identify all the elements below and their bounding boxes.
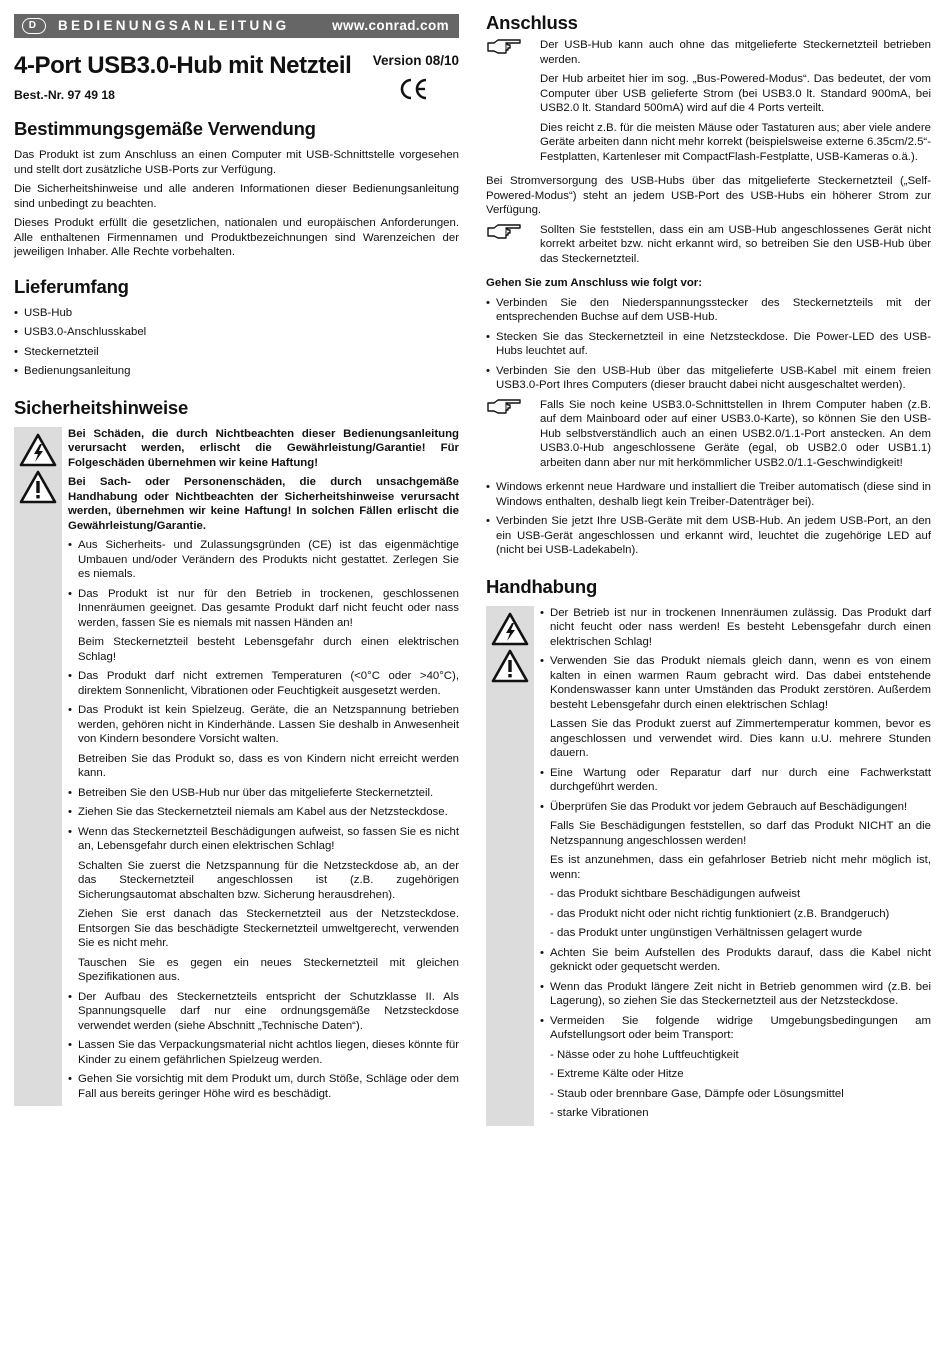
list-item: - Nässe oder zu hohe Luftfeuchtigkeit: [550, 1048, 739, 1061]
paragraph: Dieses Produkt erfüllt die gesetzlichen, nationalen und europäischen Anforderungen. Alle enthaltenen Firmennamen und Produktbezeichnungen sind Warenzeichen der jeweiligen Inhaber. Alle Rechte vorbehalten.: [14, 217, 459, 258]
list-item: [68, 703, 459, 781]
note-body: [540, 38, 931, 169]
list-item: • Lassen Sie das Verpackungsmaterial nicht achtlos liegen, dieses könnte für Kinder zu einem gefährlichen Spielzeug werden.: [68, 1038, 459, 1067]
list-item: - das Produkt unter ungünstigen Verhältnissen gelagert wurde: [550, 927, 863, 939]
list-item: • Aus Sicherheits- und Zulassungsgründen (CE) ist das eigenmächtige Umbauen und/oder Verändern des Produkts nicht gestattet. Zerlegen Sie es niemals.: [68, 538, 459, 582]
warning-content: [62, 427, 459, 1107]
left-column: [14, 14, 459, 1106]
section-heading: Lieferumfang: [14, 275, 129, 297]
paragraph: Falls Sie Beschädigungen feststellen, so darf das Produkt NICHT an die Netzspannung angeschlossen werden!: [550, 820, 931, 847]
safety-warning-box: [14, 427, 459, 1107]
paragraph: Bei Stromversorgung des USB-Hubs über das mitgelieferte Steckernetzteil („Self-Powered-Modus“) steht an jedem USB-Port des USB-Hubs ein höherer Strom zur Verfügung.: [486, 175, 931, 216]
pointing-hand-icon: [486, 398, 524, 416]
list-item: - Staub oder brennbare Gase, Dämpfe oder Lösungsmittel: [550, 1087, 844, 1100]
note-body: [540, 223, 931, 272]
list-item: • Bedienungsanleitung: [14, 364, 459, 379]
condition-list: [550, 887, 931, 941]
list-item: • Verbinden Sie den Niederspannungsstecker des Steckernetzteils mit der entsprechenden Buchse auf dem USB-Hub.: [486, 296, 931, 325]
list-item: • Stecken Sie das Steckernetzteil in eine Netzsteckdose. Die Power-LED des USB-Hubs leuchtet auf.: [486, 330, 931, 359]
paragraph: Sollten Sie feststellen, dass ein am USB-Hub angeschlossenes Gerät nicht korrekt arbeitet bzw. nicht erkannt wird, so betreiben Sie den USB-Hub über das Steckernetzteil.: [540, 223, 931, 265]
list-item: • USB-Hub: [14, 306, 459, 321]
list-item: - starke Vibrationen: [550, 1107, 649, 1119]
connection-steps-continued: [486, 480, 931, 558]
list-item: - das Produkt sichtbare Beschädigungen aufweist: [550, 888, 801, 900]
exclamation-warning-icon: [491, 649, 529, 683]
connection-steps: [486, 296, 931, 393]
list-item: [540, 800, 931, 941]
paragraph: Schalten Sie zuerst die Netzspannung für die Netzsteckdose ab, an der das Steckernetzteil angeschlossen ist (z.B. zugehörigen Sicherungsautomat abschalten bzw. Sicherung herausdrehen).: [78, 859, 459, 901]
paragraph: • Das Produkt ist nur für den Betrieb in trockenen, geschlossenen Innenräumen geeignet. Das gesamte Produkt darf nicht feucht oder nass werden, fassen Sie es niemals mit nassen Händen an!: [78, 587, 459, 629]
header-bar: [14, 14, 459, 38]
high-voltage-warning-icon: [491, 612, 529, 646]
paragraph: • Das Produkt ist kein Spielzeug. Geräte, die an Netzspannung betrieben werden, gehören nicht in Kinderhände. Lassen Sie deshalb in Anwesenheit von Kindern besondere Vorsicht walten.: [78, 704, 459, 745]
list-item: • Achten Sie beim Aufstellen des Produkts darauf, dass die Kabel nicht geknickt oder gequetscht werden.: [540, 946, 931, 975]
list-item: • Windows erkennt neue Hardware und installiert die Treiber automatisch (diese sind in Windows enthalten, deshalb liegt kein Treiber-Datenträger bei).: [486, 480, 931, 509]
list-item: • Ziehen Sie das Steckernetzteil niemals am Kabel aus der Netzsteckdose.: [68, 805, 459, 820]
pointing-hand-icon: [486, 223, 524, 241]
list-item: - Extreme Kälte oder Hitze: [550, 1068, 684, 1080]
note-block: [486, 398, 931, 476]
note-icon-cell: [486, 398, 540, 476]
paragraph: Beim Steckernetzteil besteht Lebensgefahr durch einen elektrischen Schlag!: [78, 636, 459, 663]
paragraph-lead: Gehen Sie zum Anschluss wie folgt vor:: [486, 277, 703, 289]
section-anschluss: [486, 12, 931, 558]
list-item: [68, 587, 459, 665]
section-lieferumfang: [14, 276, 459, 379]
order-number: Best.-Nr. 97 49 18: [14, 88, 115, 102]
list-item: • Wenn das Produkt längere Zeit nicht in Betrieb genommen wird (z.B. bei Lagerung), so ziehen Sie das Steckernetzteil aus der Netzsteckdose.: [540, 980, 931, 1009]
warning-bold-text: Bei Sach- oder Personenschäden, die durch unsachgemäße Handhabung oder Nichtbeachten der Sicherheitshinweise verursacht werden, übernehmen wir keine Haftung! In solchen Fällen erlischt die Gewährleistung/Garantie.: [68, 476, 459, 532]
handling-warning-box: [486, 606, 931, 1126]
section-heading: Anschluss: [486, 12, 578, 33]
section-heading: Handhabung: [486, 575, 598, 597]
paragraph: Der USB-Hub kann auch ohne das mitgelieferte Steckernetzteil betrieben werden.: [540, 39, 931, 66]
high-voltage-warning-icon: [19, 433, 57, 467]
section-heading: Bestimmungsgemäße Verwendung: [14, 118, 316, 139]
list-item: • Verbinden Sie den USB-Hub über das mitgelieferte USB-Kabel mit einem freien USB3.0-Port Ihres Computers (dieser braucht dabei nicht ausgeschaltet werden).: [486, 364, 931, 393]
note-icon-cell: [486, 223, 540, 272]
paragraph: Tauschen Sie es gegen ein neues Steckernetzteil mit gleichen Spezifikationen aus.: [78, 956, 459, 983]
environment-list: [550, 1048, 931, 1121]
delivery-list: [14, 306, 459, 379]
note-icon-cell: [486, 38, 540, 169]
ce-mark-icon: [397, 76, 429, 102]
paragraph: Lassen Sie das Produkt zuerst auf Zimmertemperatur kommen, bevor es angeschlossen und verwendet wird. Dies kann u.U. mehrere Stunden dauern.: [550, 718, 931, 759]
warning-bold-text: Bei Schäden, die durch Nichtbeachten dieser Bedienungsanleitung verursacht werden, erlischt die Gewährleistung/Garantie! Für Folgeschäden übernehmen wir keine Haftung!: [68, 427, 459, 469]
paragraph: Falls Sie noch keine USB3.0-Schnittstellen in Ihrem Computer haben (z.B. auf dem Mainboard oder auf einer USB3.0-Karte), so können Sie den USB-Hub selbstverständlich auch an einen USB2.0/1.1-Port anstecken. An dem USB3.0-Hub angeschlossene Geräte (egal, ob USB2.0 oder USB1.1) arbeiten dann aber nur mit herkömmlicher USB2.0/1.1-Geschwindigkeit!: [540, 398, 931, 469]
section-sicherheit: [14, 397, 459, 1107]
list-item: [68, 825, 459, 985]
header-brand: BEDIENUNGSANLEITUNG: [58, 17, 290, 33]
header-url[interactable]: www.conrad.com: [332, 17, 449, 33]
paragraph: Dies reicht z.B. für die meisten Mäuse oder Tastaturen aus; aber viele andere Geräte arbeiten dann nicht mehr korrekt (beispielsweise externe 6.35cm/2.5“-Festplatten, Kartenleser mit CompactFlash-Festplatte, USB-Kameras o.ä.).: [540, 121, 931, 163]
list-item: • USB3.0-Anschlusskabel: [14, 325, 459, 340]
section-handhabung: [486, 576, 931, 1126]
list-item: • Das Produkt darf nicht extremen Temperaturen (<0°C oder >40°C), direktem Sonnenlicht, Vibrationen oder Feuchtigkeit ausgesetzt werden.: [68, 669, 459, 698]
paragraph: • Vermeiden Sie folgende widrige Umgebungsbedingungen am Aufstellungsort oder beim Transport:: [550, 1014, 931, 1041]
note-body: [540, 398, 931, 476]
warning-sidebar: [486, 606, 534, 1126]
paragraph: Die Sicherheitshinweise und alle anderen Informationen dieser Bedienungsanleitung sind unbedingt zu beachten.: [14, 183, 459, 210]
section-bestimmung: [14, 118, 459, 260]
product-title: 4-Port USB3.0-Hub mit Netzteil: [14, 52, 352, 79]
paragraph: Betreiben Sie das Produkt so, dass es von Kindern nicht erreicht werden kann.: [78, 752, 459, 779]
list-item: [540, 1014, 931, 1121]
paragraph: • Verwenden Sie das Produkt niemals gleich dann, wenn es von einem kalten in einen warmen Raum gebracht wird. Das dabei entstehende Kondenswasser kann unter Umständen das Produkt zerstören. Außerdem besteht Lebensgefahr durch einen elektrischen Schlag!: [550, 655, 931, 711]
list-item: - das Produkt nicht oder nicht richtig funktioniert (z.B. Brandgeruch): [550, 907, 890, 920]
header-brand-group: [22, 18, 289, 34]
safety-list: [68, 538, 459, 1101]
list-item: • Verbinden Sie jetzt Ihre USB-Geräte mit dem USB-Hub. An jedem USB-Port, an den ein USB-Gerät angeschlossen und erkannt wird, leuchtet die zugehörige LED auf (nicht bei USB-Ladekabeln).: [486, 514, 931, 558]
handling-list: [540, 606, 931, 1121]
exclamation-warning-icon: [19, 470, 57, 504]
list-item: • Steckernetzteil: [14, 345, 459, 360]
version-label: Version 08/10: [372, 53, 459, 68]
list-item: • Der Aufbau des Steckernetzteils entspricht der Schutzklasse II. Als Spannungsquelle darf nur eine ordnungsgemäße Netzsteckdose verwendet werden (siehe Abschnitt „Technische Daten“).: [68, 990, 459, 1034]
list-item: • Der Betrieb ist nur in trockenen Innenräumen zulässig. Das Produkt darf nicht feucht oder nass werden! Es besteht Lebensgefahr durch einen elektrischen Schlag!: [540, 606, 931, 650]
paragraph: Ziehen Sie erst danach das Steckernetzteil aus der Netzsteckdose. Entsorgen Sie das beschädigte Steckernetzteil umweltgerecht, verwenden Sie es nicht mehr.: [78, 908, 459, 949]
list-item: [540, 654, 931, 761]
paragraph: Es ist anzunehmen, dass ein gefahrloser Betrieb nicht mehr möglich ist, wenn:: [550, 854, 931, 881]
paragraph: Der Hub arbeitet hier im sog. „Bus-Powered-Modus“. Das bedeutet, der vom Computer über USB gelieferte Strom (bei USB3.0 lt. Standard 900mA, bei USB2.0 lt. Standard 500mA) wird auf die 4 Ports verteilt.: [540, 73, 931, 114]
list-item: • Betreiben Sie den USB-Hub nur über das mitgelieferte Steckernetzteil.: [68, 786, 459, 801]
paragraph: • Überprüfen Sie das Produkt vor jedem Gebrauch auf Beschädigungen!: [550, 800, 908, 813]
note-block: [486, 223, 931, 272]
warning-sidebar: [14, 427, 62, 1107]
paragraph: • Wenn das Steckernetzteil Beschädigungen aufweist, so fassen Sie es nicht an, Lebensgefahr durch einen elektrischen Schlag!: [78, 825, 459, 852]
paragraph: Das Produkt ist zum Anschluss an einen Computer mit USB-Schnittstelle vorgesehen und stellt dort zusätzliche USB-Ports zur Verfügung.: [14, 149, 459, 176]
language-badge: D: [22, 18, 46, 34]
pointing-hand-icon: [486, 38, 524, 56]
right-column: [486, 12, 931, 1126]
list-item: • Eine Wartung oder Reparatur darf nur durch eine Fachwerkstatt durchgeführt werden.: [540, 766, 931, 795]
warning-content: [534, 606, 931, 1126]
title-row: [14, 38, 459, 116]
list-item: • Gehen Sie vorsichtig mit dem Produkt um, durch Stöße, Schläge oder dem Fall aus bereits geringer Höhe wird es beschädigt.: [68, 1072, 459, 1101]
note-block: [486, 38, 931, 169]
section-heading: Sicherheitshinweise: [14, 396, 189, 418]
